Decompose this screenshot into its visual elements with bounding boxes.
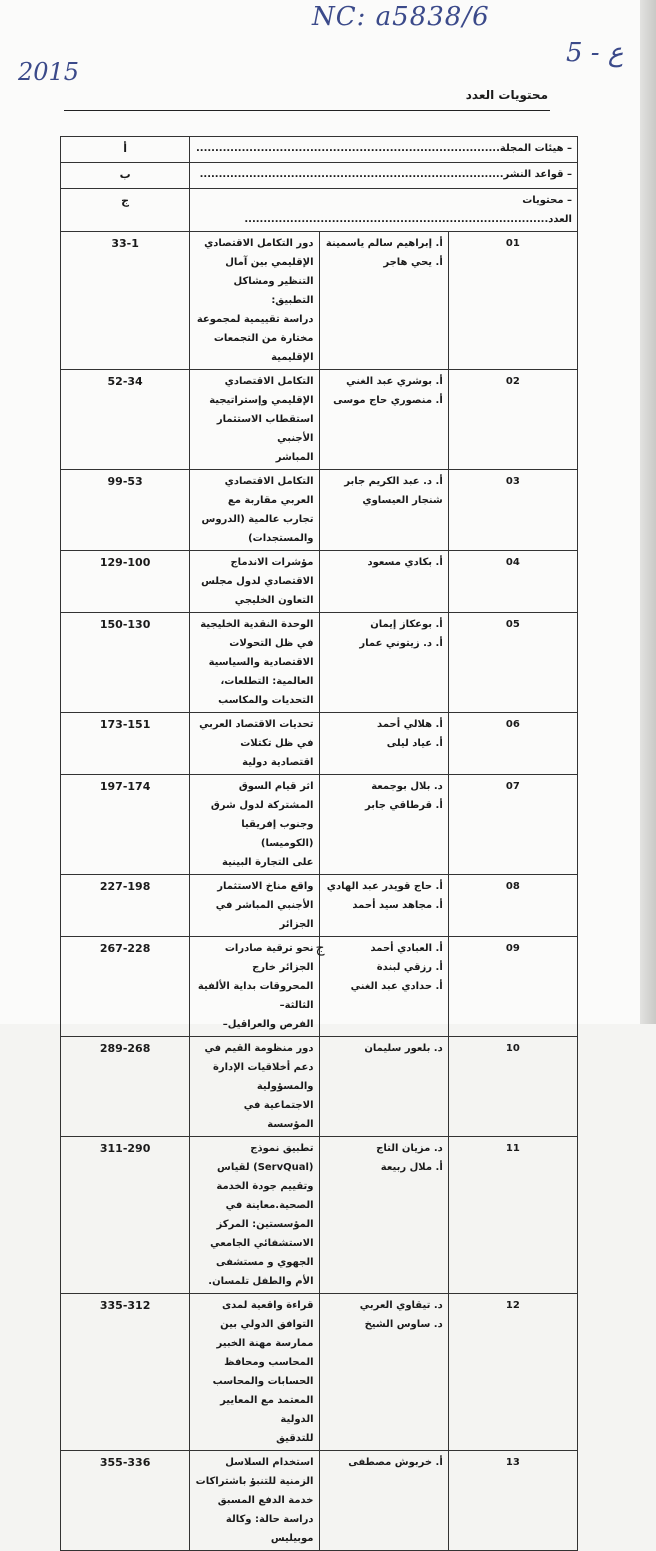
author-name: د. بلعور سليمان bbox=[364, 1042, 443, 1054]
article-number: 08 bbox=[448, 874, 577, 936]
title-line: المحاسب ومحافظ الحسابات والمحاسب المعتمد مع المعايير الدولية bbox=[212, 1356, 314, 1425]
author-name: أ. منصوري حاج موسى bbox=[333, 394, 443, 406]
article-number: 07 bbox=[448, 774, 577, 874]
article-row bbox=[61, 712, 578, 774]
front-matter-row bbox=[61, 188, 578, 231]
author-name: أ. إبراهيم سالم ياسمينة bbox=[325, 237, 443, 249]
page-edge bbox=[640, 0, 656, 1024]
title-line: تحديات الاقتصاد العربي في ظل تكتلات اقتصادية دولية bbox=[199, 718, 314, 768]
title-line: التكامل الاقتصادي الإقليمي وإستراتيجية استقطاب الاستثمار الأجنبي bbox=[209, 375, 314, 444]
article-number: 03 bbox=[448, 469, 577, 550]
article-authors bbox=[319, 874, 448, 936]
article-authors bbox=[319, 1293, 448, 1450]
handwritten-reference: 5 - ع bbox=[566, 38, 624, 68]
article-pages: 197-174 bbox=[61, 774, 190, 874]
article-authors bbox=[319, 550, 448, 612]
article-authors bbox=[319, 1036, 448, 1136]
article-number: 09 bbox=[448, 936, 577, 1036]
front-matter-row bbox=[61, 162, 578, 188]
author-name: د. بلال بوجمعة bbox=[371, 780, 443, 792]
title-line: التكامل الاقتصادي العربي مقاربة مع تجارب عالمية (الدروس bbox=[201, 475, 314, 525]
article-number: 04 bbox=[448, 550, 577, 612]
author-name: د. تيقاوي العربي bbox=[359, 1299, 443, 1311]
article-pages: 33-1 bbox=[61, 231, 190, 369]
front-matter-label-cell bbox=[190, 162, 578, 188]
article-pages: 227-198 bbox=[61, 874, 190, 936]
article-number: 11 bbox=[448, 1136, 577, 1293]
article-title bbox=[190, 1136, 319, 1293]
article-row bbox=[61, 612, 578, 712]
article-title bbox=[190, 231, 319, 369]
title-line: دراسة تقييمية لمجموعة مختارة من التجمعات الإقليمية bbox=[196, 313, 314, 363]
article-number: 05 bbox=[448, 612, 577, 712]
title-line: قراءة واقعية لمدى التوافق الدولي بين ممارسة مهنة الخبير bbox=[216, 1299, 314, 1349]
article-pages: 99-53 bbox=[61, 469, 190, 550]
author-name: أ. حدادي عبد الغني bbox=[350, 980, 443, 992]
author-name: أ. خربوش مصطفى bbox=[348, 1456, 443, 1468]
article-row bbox=[61, 231, 578, 369]
author-name: أ. مجاهد سيد أحمد bbox=[352, 899, 443, 911]
article-number: 02 bbox=[448, 369, 577, 469]
article-authors bbox=[319, 469, 448, 550]
title-line: للتدقيق bbox=[276, 1432, 314, 1444]
article-title bbox=[190, 1450, 319, 1550]
title-line: استخدام السلاسل الزمنية للتنبؤ باشتراكات خدمة الدفع المسبق bbox=[195, 1456, 314, 1506]
page-number: ج bbox=[315, 940, 325, 956]
title-line: مؤشرات الاندماج الاقتصادي لدول مجلس التعاون الخليجي bbox=[201, 556, 314, 606]
author-name: د. ساوس الشيخ bbox=[364, 1318, 443, 1330]
article-row bbox=[61, 1036, 578, 1136]
title-line: دور التكامل الاقتصادي الإقليمي بين آمال التنظير ومشاكل التطبيق: bbox=[204, 237, 314, 306]
contents-table bbox=[60, 136, 578, 1551]
article-title bbox=[190, 774, 319, 874]
title-line: المباشر bbox=[275, 451, 314, 463]
article-row bbox=[61, 774, 578, 874]
article-pages: 335-312 bbox=[61, 1293, 190, 1450]
author-name: أ. قرطاقي جابر bbox=[365, 799, 443, 811]
front-matter-page: ج bbox=[61, 188, 190, 231]
author-name: أ. العبادي أحمد bbox=[370, 942, 443, 954]
article-title bbox=[190, 612, 319, 712]
author-name: أ. د. عبد الكريم جابر bbox=[344, 475, 443, 487]
article-pages: 129-100 bbox=[61, 550, 190, 612]
article-number: 01 bbox=[448, 231, 577, 369]
page-title: محتويات العدد bbox=[465, 88, 548, 102]
article-number: 06 bbox=[448, 712, 577, 774]
article-pages: 173-151 bbox=[61, 712, 190, 774]
author-name: أ. حاج قويدر عبد الهادي bbox=[326, 880, 443, 892]
front-matter-label-cell bbox=[190, 188, 578, 231]
leader-dots: ................................................................................ bbox=[199, 168, 504, 180]
article-authors bbox=[319, 612, 448, 712]
article-authors bbox=[319, 1450, 448, 1550]
author-name: أ. ملال ربيعة bbox=[380, 1161, 443, 1173]
article-authors bbox=[319, 369, 448, 469]
article-title bbox=[190, 1293, 319, 1450]
title-line: الصحية.معاينة في المؤسستين: المركز الاستشفائي الجامعي bbox=[210, 1199, 314, 1249]
author-name: أ. بوشري عبد الغني bbox=[346, 375, 443, 387]
title-line: على التجارة البينية bbox=[222, 856, 314, 868]
article-row bbox=[61, 550, 578, 612]
front-matter-page: أ bbox=[61, 137, 190, 163]
article-pages: 355-336 bbox=[61, 1450, 190, 1550]
article-pages: 52-34 bbox=[61, 369, 190, 469]
handwritten-call-number: NC: a5838/6 bbox=[312, 2, 490, 32]
front-matter-label-cell bbox=[190, 137, 578, 163]
front-matter-label: – قواعد النشر bbox=[503, 168, 572, 180]
author-name: أ. بوعكاز إيمان bbox=[370, 618, 443, 630]
title-line: اثر قيام السوق المشتركة لدول شرق وجنوب إفريقيا (الكوميسا) bbox=[210, 780, 314, 849]
leader-dots: ................................................................................ bbox=[244, 213, 549, 225]
article-row bbox=[61, 1293, 578, 1450]
author-name: أ. عياد ليلى bbox=[386, 737, 443, 749]
author-name: أ. بكادي مسعود bbox=[367, 556, 443, 568]
article-row bbox=[61, 469, 578, 550]
title-line: الوحدة النقدية الخليجية في ظل التحولات الاقتصادية والسياسية bbox=[200, 618, 314, 668]
article-title bbox=[190, 469, 319, 550]
article-pages: 150-130 bbox=[61, 612, 190, 712]
author-name: د. مزيان التاج bbox=[376, 1142, 443, 1154]
title-line: نحو ترقية صادرات الجزائر خارج المحروقات بداية الألفية الثالثة– bbox=[197, 942, 314, 1011]
author-name: أ. د. زيتوني عمار bbox=[359, 637, 443, 649]
title-line: الجهوي و مستشفى الأم والطفل تلمسان. bbox=[208, 1256, 314, 1287]
author-name: شنجار العيساوي bbox=[362, 494, 443, 506]
title-line: تطبيق نموذج (ServQual) لقياس وتقييم جودة الخدمة bbox=[216, 1142, 314, 1192]
article-row bbox=[61, 1450, 578, 1550]
handwritten-year: 2015 bbox=[18, 58, 80, 86]
title-line: والمستجدات) bbox=[248, 532, 314, 544]
title-line: الفرص والعراقيل– bbox=[222, 1018, 314, 1030]
title-line: واقع مناخ الاستثمار الأجنبي المباشر في الجزائر bbox=[215, 880, 314, 930]
author-name: أ. هلالي أحمد bbox=[377, 718, 443, 730]
article-title bbox=[190, 1036, 319, 1136]
article-title bbox=[190, 550, 319, 612]
article-row bbox=[61, 874, 578, 936]
author-name: أ. يحي هاجر bbox=[383, 256, 443, 268]
article-title bbox=[190, 369, 319, 469]
article-pages: 289-268 bbox=[61, 1036, 190, 1136]
title-line: العالمية: التطلعات، التحديات والمكاسب bbox=[218, 675, 314, 706]
article-authors bbox=[319, 231, 448, 369]
front-matter-label: – محتويات العدد bbox=[522, 194, 572, 225]
title-line: دور منظومة القيم في دعم أخلاقيات الإدارة والمسؤولية bbox=[204, 1042, 314, 1092]
article-row bbox=[61, 369, 578, 469]
article-authors bbox=[319, 1136, 448, 1293]
article-pages: 267-228 bbox=[61, 936, 190, 1036]
front-matter-label: – هيئات المجلة bbox=[499, 143, 572, 154]
header-rule bbox=[64, 110, 550, 111]
article-number: 13 bbox=[448, 1450, 577, 1550]
article-authors bbox=[319, 712, 448, 774]
title-line: الاجتماعية في المؤسسة bbox=[243, 1099, 314, 1130]
article-title bbox=[190, 712, 319, 774]
article-title bbox=[190, 874, 319, 936]
leader-dots: ................................................................................ bbox=[195, 143, 500, 154]
front-matter-page: ب bbox=[61, 162, 190, 188]
article-pages: 311-290 bbox=[61, 1136, 190, 1293]
article-authors bbox=[319, 774, 448, 874]
author-name: أ. رزقي لبندة bbox=[376, 961, 443, 973]
article-number: 12 bbox=[448, 1293, 577, 1450]
front-matter-row bbox=[61, 137, 578, 163]
title-line: دراسة حالة: وكالة موبيليس bbox=[225, 1513, 314, 1544]
article-row bbox=[61, 1136, 578, 1293]
article-number: 10 bbox=[448, 1036, 577, 1136]
